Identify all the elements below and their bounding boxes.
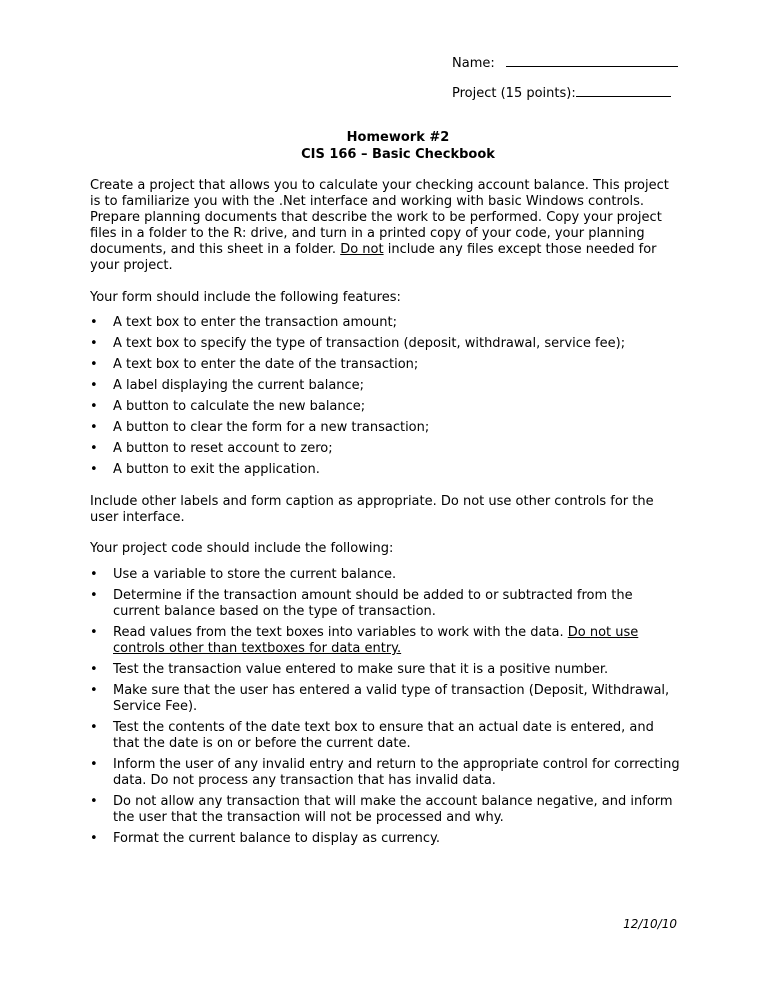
list-item: • Inform the user of any invalid entry and return to the appropriate control for correcting data. Do not process any transaction that has invalid data. [90,757,680,788]
footer-date: 12/10/10 [623,917,677,931]
list-item: • Do not allow any transaction that will make the account balance negative, and inform the user that the transaction will not be processed and why. [90,794,673,825]
list-item: • A label displaying the current balance; [90,378,365,393]
list-item: • Test the transaction value entered to make sure that it is a positive number. [90,662,609,677]
form-features-list [90,315,682,478]
list-item: • Read values from the text boxes into variables to work with the data. Do not use controls other than textboxes for data entry. [90,625,639,656]
homework-title: Homework #2 [346,130,450,145]
list-item: • A button to clear the form for a new transaction; [90,420,430,435]
list-item: • Determine if the transaction amount should be added to or subtracted from the current balance based on the type of transaction. [90,588,633,619]
list-item: • A text box to specify the type of transaction (deposit, withdrawal, service fee); [90,336,626,351]
list-item: • A button to exit the application. [90,462,320,477]
project-label: Project (15 points): [452,86,576,101]
code-requirements-list [90,567,682,847]
list-item: • A text box to enter the transaction amount; [90,315,398,330]
name-field [452,53,678,72]
intro-paragraph [90,178,680,274]
code-section-heading: Your project code should include the following: [90,541,394,556]
list-item: • A text box to enter the date of the transaction; [90,357,419,372]
project-blank [576,83,671,97]
labels-note-paragraph: Include other labels and form caption as appropriate. Do not use other controls for the user interface. [90,494,654,525]
list-item: • Format the current balance to display as currency. [90,831,441,846]
list-item: • A button to reset account to zero; [90,441,333,456]
name-blank [506,53,678,67]
list-item: • Use a variable to store the current balance. [90,567,397,582]
list-item: • A button to calculate the new balance; [90,399,366,414]
course-title: CIS 166 – Basic Checkbook [301,147,495,162]
name-label: Name: [452,56,495,71]
list-item: • Test the contents of the date text box to ensure that an actual date is entered, and that the date is on or before the current date. [90,720,654,751]
intro-text: Create a project that allows you to calculate your checking account balance. This project is to familiarize you with the .Net interface and working with basic Windows controls. Prepare planning documents that describe the work to be performed. Copy your project files in a folder to the R: drive, and turn in a printed copy of your code, your planning documents, and this sheet in a folder. [90,178,669,257]
intro-text-end: include any files except those needed for your project. [90,242,657,273]
list-item: • Make sure that the user has entered a valid type of transaction (Deposit, Withdrawal, Service Fee). [90,683,670,714]
intro-underlined: Do not [340,242,384,257]
form-section-heading: Your form should include the following features: [90,290,401,305]
project-field [452,83,671,102]
